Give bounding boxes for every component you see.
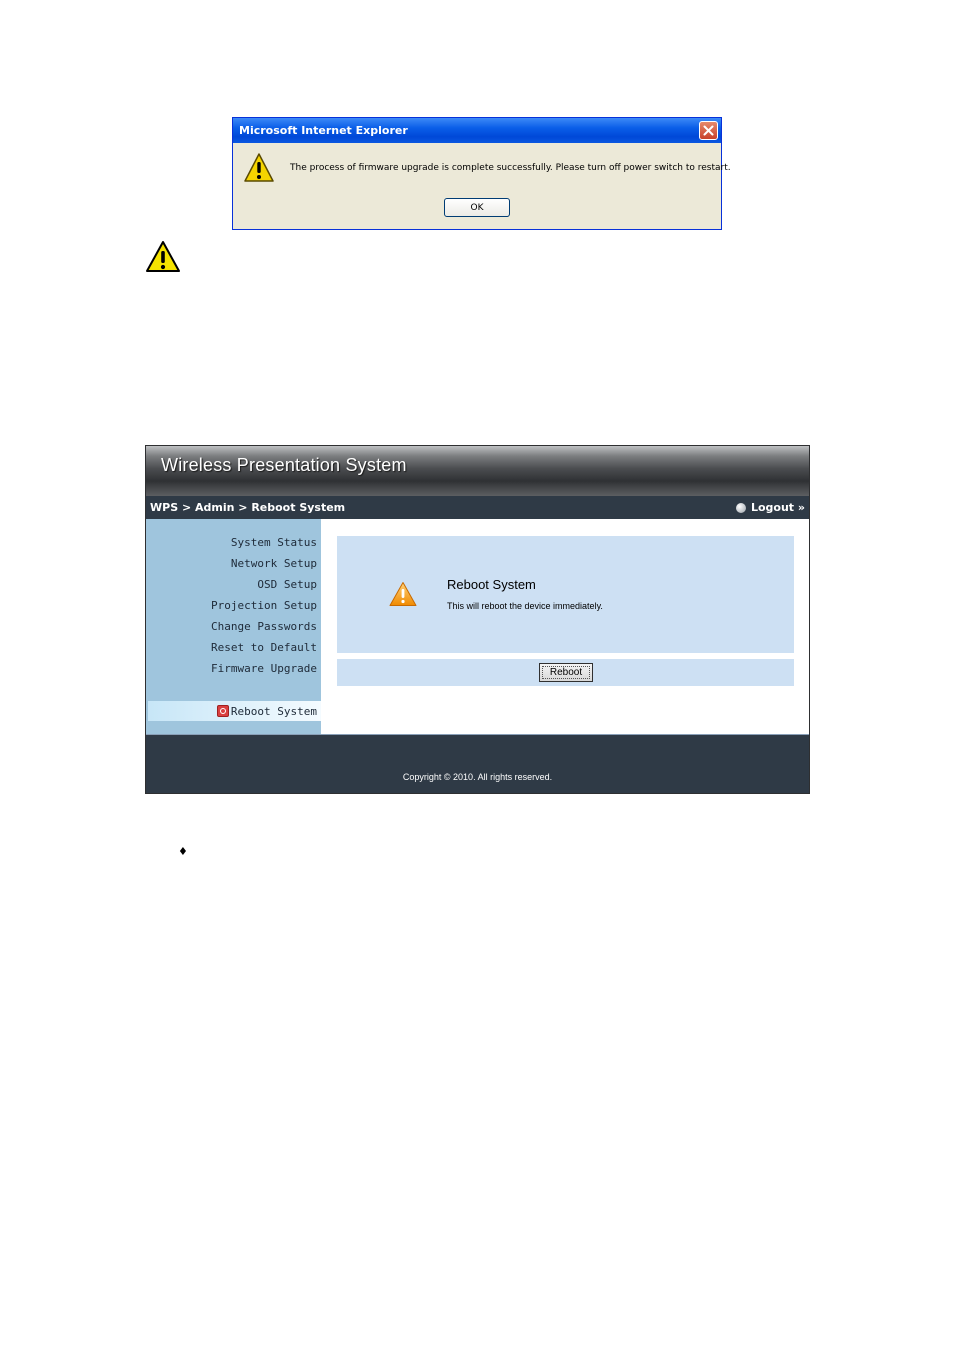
nav-bar <box>146 496 809 519</box>
dialog-title: Microsoft Internet Explorer <box>239 124 408 137</box>
sidebar-item-system-status[interactable]: System Status <box>230 536 317 549</box>
sidebar-item-firmware-upgrade[interactable]: Firmware Upgrade <box>211 662 317 675</box>
breadcrumb: WPS > Admin > Reboot System <box>150 501 346 514</box>
warning-icon <box>389 581 417 611</box>
copyright-text: Copyright © 2010. All rights reserved. <box>402 772 553 782</box>
reboot-panel <box>337 536 794 653</box>
sidebar-item-change-passwords[interactable]: Change Passwords <box>211 620 317 633</box>
footer <box>146 734 809 794</box>
wps-admin-page <box>145 445 810 794</box>
reboot-button[interactable]: Reboot <box>539 663 593 682</box>
panel-description: This will reboot the device immediately. <box>447 601 603 611</box>
sidebar-item-reboot-system[interactable] <box>148 701 321 721</box>
header-banner <box>146 446 809 496</box>
dialog-titlebar[interactable] <box>233 118 721 143</box>
logout-label: Logout » <box>750 501 805 514</box>
warning-icon <box>243 152 275 188</box>
dialog-message: The process of firmware upgrade is complete successfully. Please turn off power switch to restart. <box>290 163 731 173</box>
sidebar-item-osd-setup[interactable]: OSD Setup <box>257 578 317 591</box>
power-icon <box>217 705 229 717</box>
sidebar-item-network-setup[interactable]: Network Setup <box>230 557 317 570</box>
panel-title: Reboot System <box>447 577 536 592</box>
logout-link[interactable] <box>736 501 805 514</box>
sidebar-item-label: Reboot System <box>230 705 317 718</box>
warning-icon <box>145 240 181 278</box>
logout-icon <box>736 503 746 513</box>
bullet-marker: ♦ <box>178 845 188 858</box>
sidebar-item-reset-to-default[interactable]: Reset to Default <box>211 641 317 654</box>
app-title: Wireless Presentation System <box>161 455 407 475</box>
button-bar <box>337 659 794 686</box>
ok-button[interactable]: OK <box>444 198 510 217</box>
ie-alert-dialog <box>232 117 731 230</box>
close-icon[interactable] <box>699 121 718 140</box>
sidebar-item-projection-setup[interactable]: Projection Setup <box>211 599 317 612</box>
sidebar <box>146 519 321 734</box>
